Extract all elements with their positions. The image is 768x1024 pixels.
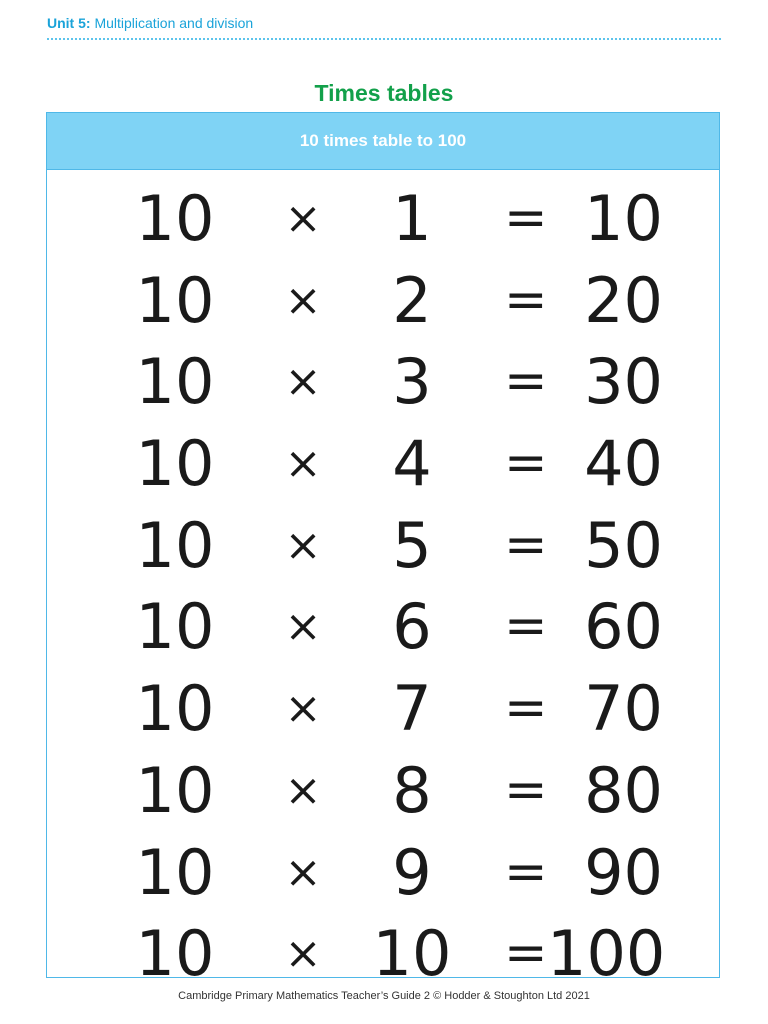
multiplicand: 10 bbox=[135, 590, 215, 664]
multiplicand: 10 bbox=[135, 345, 215, 419]
equals-symbol: = bbox=[504, 188, 548, 248]
equals-symbol: = bbox=[504, 759, 548, 820]
multiplier: 10 bbox=[372, 917, 452, 991]
multiplier: 8 bbox=[392, 753, 432, 827]
times-symbol: × bbox=[284, 846, 322, 898]
times-symbol: × bbox=[284, 764, 322, 816]
multiplier: 9 bbox=[392, 835, 432, 909]
product: 100 bbox=[547, 917, 666, 991]
table-row bbox=[47, 341, 719, 423]
equals-symbol: = bbox=[504, 841, 548, 902]
times-symbol: × bbox=[284, 683, 322, 735]
product: 60 bbox=[584, 590, 663, 664]
times-symbol: × bbox=[284, 519, 322, 571]
multiplier: 7 bbox=[392, 672, 432, 746]
multiplier: 3 bbox=[392, 345, 432, 419]
product: 50 bbox=[584, 508, 663, 582]
table-row bbox=[47, 668, 719, 750]
table-row bbox=[47, 750, 719, 832]
multiplier: 1 bbox=[392, 182, 432, 255]
table-heading: 10 times table to 100 bbox=[47, 113, 719, 170]
equals-symbol: = bbox=[504, 514, 548, 575]
multiplier: 2 bbox=[392, 263, 432, 337]
page-footer: Cambridge Primary Mathematics Teacher’s Guide 2 © Hodder & Stoughton Ltd 2021 bbox=[178, 990, 590, 1002]
multiplier: 4 bbox=[392, 427, 432, 501]
multiplicand: 10 bbox=[135, 672, 215, 746]
unit-label: Unit 5 bbox=[47, 15, 86, 31]
multiplier: 5 bbox=[392, 508, 432, 582]
header-divider bbox=[47, 38, 721, 40]
page-title: Times tables bbox=[314, 80, 454, 106]
multiplicand: 10 bbox=[135, 263, 215, 337]
times-symbol: × bbox=[284, 356, 322, 408]
multiplicand: 10 bbox=[135, 835, 215, 909]
multiplicand: 10 bbox=[135, 427, 215, 501]
multiplicand: 10 bbox=[135, 753, 215, 827]
equals-symbol: = bbox=[504, 269, 548, 330]
equals-symbol: = bbox=[504, 596, 548, 657]
times-symbol: × bbox=[284, 274, 322, 326]
table-row bbox=[47, 913, 719, 995]
product: 40 bbox=[584, 427, 663, 501]
multiplicand: 10 bbox=[135, 182, 215, 255]
times-table bbox=[46, 112, 720, 991]
times-symbol: × bbox=[284, 193, 322, 244]
equals-symbol: = bbox=[504, 923, 548, 984]
product: 10 bbox=[584, 182, 663, 255]
table-row bbox=[47, 260, 719, 342]
multiplier: 6 bbox=[392, 590, 432, 664]
product: 70 bbox=[584, 672, 663, 746]
times-symbol: × bbox=[284, 928, 322, 980]
multiplicand: 10 bbox=[135, 917, 215, 991]
table-row bbox=[47, 505, 719, 587]
times-symbol: × bbox=[284, 438, 322, 490]
unit-header bbox=[47, 15, 253, 31]
unit-separator: : bbox=[85, 15, 91, 31]
table-row bbox=[47, 423, 719, 505]
product: 20 bbox=[584, 263, 663, 337]
product: 30 bbox=[584, 345, 663, 419]
equals-symbol: = bbox=[504, 433, 548, 494]
product: 90 bbox=[584, 835, 663, 909]
times-symbol: × bbox=[284, 601, 322, 653]
table-rows bbox=[47, 170, 719, 995]
equals-symbol: = bbox=[504, 678, 548, 739]
table-row bbox=[47, 586, 719, 668]
table-row bbox=[47, 178, 719, 260]
multiplicand: 10 bbox=[135, 508, 215, 582]
table-row bbox=[47, 832, 719, 914]
equals-symbol: = bbox=[504, 351, 548, 412]
unit-topic: Multiplication and division bbox=[90, 15, 254, 31]
product: 80 bbox=[584, 753, 663, 827]
